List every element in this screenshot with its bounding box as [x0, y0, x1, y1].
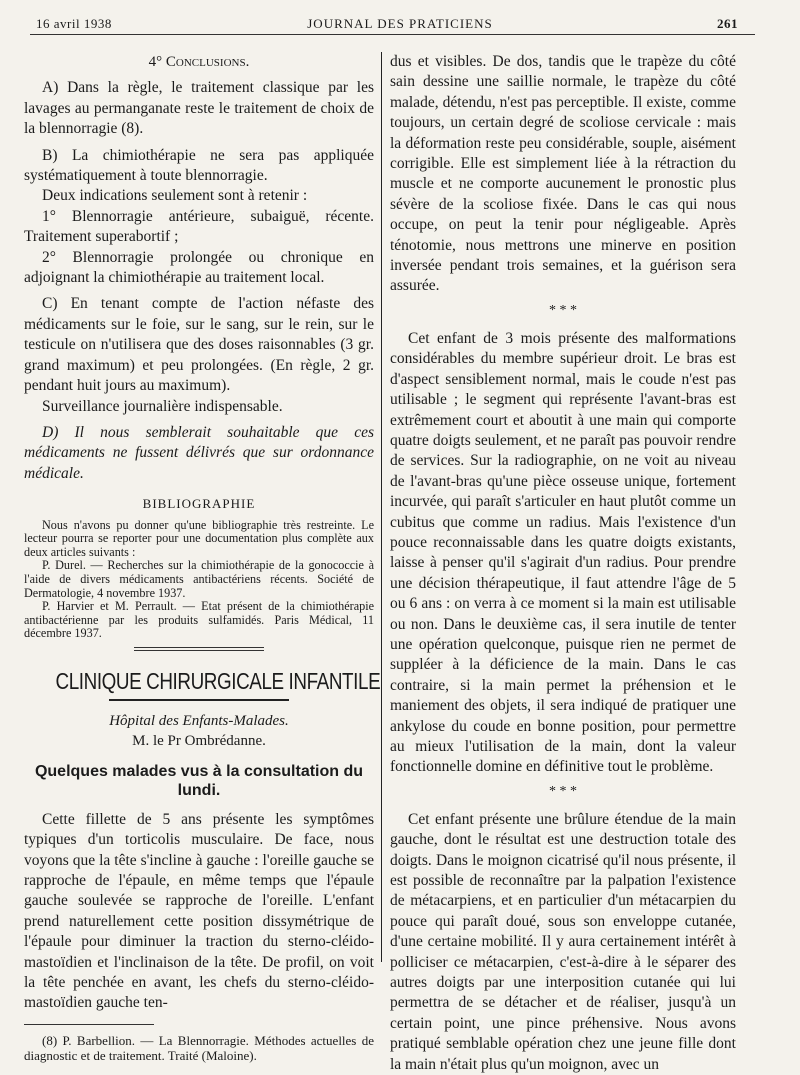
bibliography-intro: Nous n'avons pu donner qu'une bibliographie très restreinte. Le lecteur pourra se reporter pour une documentation plus complète aux deux articles suivants :: [24, 517, 374, 559]
case-burn: Cet enfant présente une brûlure étendue de la main gauche, dont le résultat est une destruction totale des doigts. Dans le moignon cicatrisé qu'il nous présente, il est possible de reconnaître par la palpation l'existence de métacarpiens, et en particulier d'un métacarpien du pouce qui paraît doué, sous son enveloppe cutanée, d'une certaine mobilité. Il y aura certainement intérêt à polliciser ce métacarpien, c'est-à-dire à le séparer des autres doigts par une interposition cutanée qui lui permettra de se détacher et de réaliser, jusqu'à un certain point, une pince préhensive. Nous avons pratiqué semblable opération chez une jeune fille dont la main n'était plus qu'un moignon, avec un: [390, 810, 736, 1073]
section-stars: * * *: [549, 302, 577, 318]
conclusion-c-surveillance: Surveillance journalière indispensable.: [42, 397, 283, 415]
right-column: [390, 52, 736, 1075]
article-subtitle: Quelques malades vus à la consultation du lundi.: [34, 762, 364, 799]
left-column: [24, 52, 381, 1063]
hospital-name: Hôpital des Enfants-Malades.: [109, 712, 289, 729]
section-separator: [134, 647, 264, 651]
bibliography-title: BIBLIOGRAPHIE: [142, 496, 256, 512]
case-torticolis-continued: dus et visibles. De dos, tandis que le trapèze du côté sain dessine une saillie normale, le trapèze du côté malade, détendu, n'est pas perceptible. Il existe, comme toujours, un certain degré de scoliose cervicale : mais la déformation reste peu considérable, souple, aisément corrigible. Elle est simplement liée à la rétraction du muscle et ne comporte aucunement le pronostic plus sévère de la scoliose fixée. Dans le cas qui nous occupe, on peut la tenir pour négligeable. Après ténotomie, nous mettrons une minerve en position inversée pendant trois semaines, et la guérison sera assurée.: [390, 53, 736, 295]
clinique-rule: [109, 699, 289, 701]
clinique-title: CLINIQUE CHIRURGICALE INFANTILE: [55, 667, 381, 694]
conclusion-b-indications: Deux indications seulement sont à retenir :: [42, 187, 308, 205]
conclusion-b-second: 2° Blennorragie prolongée ou chronique en adjoignant la chimiothérapie au traitement local.: [24, 248, 374, 287]
section-stars: * * *: [549, 783, 577, 799]
conclusion-b-first: 1° Blennorragie antérieure, subaiguë, récente. Traitement superabortif ;: [24, 207, 374, 246]
footnote: (8) P. Barbellion. — La Blennorragie. Méthodes actuelles de diagnostic et de traitement. Traité (Maloine).: [24, 1032, 374, 1063]
header-journal-title: JOURNAL DES PRATICIENS: [307, 16, 493, 31]
bibliography-entry: P. Harvier et M. Perrault. — Etat présent de la chimiothérapie antibactérienne par les produits sulfamidés. Paris Médical, 11 décembre 1937.: [24, 599, 374, 641]
conclusion-d: D) Il nous semblerait souhaitable que ces médicaments ne fussent délivrés que sur ordonnance médicale.: [24, 423, 374, 482]
professor-name: M. le Pr Ombrédanne.: [132, 733, 266, 750]
conclusion-c: C) En tenant compte de l'action néfaste des médicaments sur le foie, sur le sang, sur le rein, sur le testicule on n'utilisera que des doses raisonnables (3 gr. grand maximum) et peu prolongées. (En règle, 2 gr. pendant huit jours au maximum).: [24, 295, 374, 395]
header-date: 16 avril 1938: [36, 16, 112, 31]
conclusions-title: 4° Conclusions.: [148, 54, 250, 70]
header-rule: [30, 34, 755, 35]
case-torticolis: Cette fillette de 5 ans présente les symptômes typiques d'un torticolis musculaire. De face, nous voyons que la tête s'incline à gauche : l'oreille gauche se rapproche de l'épaule, en même temps que l'épaule gauche soulevée se rapproche de l'oreille. L'enfant prend naturellement cette position dissymétrique de l'épaule pour diminuer la traction du sterno-cléido-mastoïdien et l'inclinaison de la tête. De profil, on voit la tête penchée en avant, les chefs du sterno-cléido-mastoïdien gauche ten-: [24, 810, 374, 1012]
bibliography-entry: P. Durel. — Recherches sur la chimiothérapie de la gonococcie à l'aide de divers médicaments antibactériens récents. Société de Dermatologie, 4 novembre 1937.: [24, 558, 374, 600]
footnote-rule: [24, 1024, 154, 1025]
column-divider: [381, 52, 382, 962]
case-malformation: Cet enfant de 3 mois présente des malformations considérables du membre supérieur droit. Le bras est d'aspect sensiblement normal, mais le coude n'est pas utilisable ; le segment qui représente l'avant-bras est extrêmement court et aboutit à une main qui comporte quatre doigts seulement, et ne paraît pas pouvoir rendre de services. Sur la radiographie, on ne voit au niveau de l'avant-bras qu'une pièce osseuse unique, fortement incurvée, qui paraît s'articuler en haut plutôt comme un cubitus que comme un radius. Mais l'existence d'un pouce reconnaissable dans les quatre doigts existants, laisse à penser qu'il s'agirait d'un radius. Pour prendre une décision thérapeutique, il faut attendre l'âge de 5 ou 6 ans : on verra à ce moment si la main est utilisable ou non. Dans le deuxième cas, il sera inutile de tenter une opération quelconque, puisque rien ne permet de suppléer à la déficience de la main. Dans le cas contraire, si la main permet la préhension et le maniement des objets, il sera indiqué de pratiquer une ankylose du coude en bonne position, pour permettre au mieux l'utilisation de la main, dont la valeur fonctionnelle domine en définitive tout le problème.: [390, 329, 736, 776]
header-page-number: 261: [717, 16, 738, 31]
conclusion-a: A) Dans la règle, le traitement classique par les lavages au permanganate reste le traitement de choix de la blennorragie (8).: [24, 79, 374, 138]
conclusion-b: B) La chimiothérapie ne sera pas appliquée systématiquement à toute blennorragie.: [24, 146, 374, 185]
